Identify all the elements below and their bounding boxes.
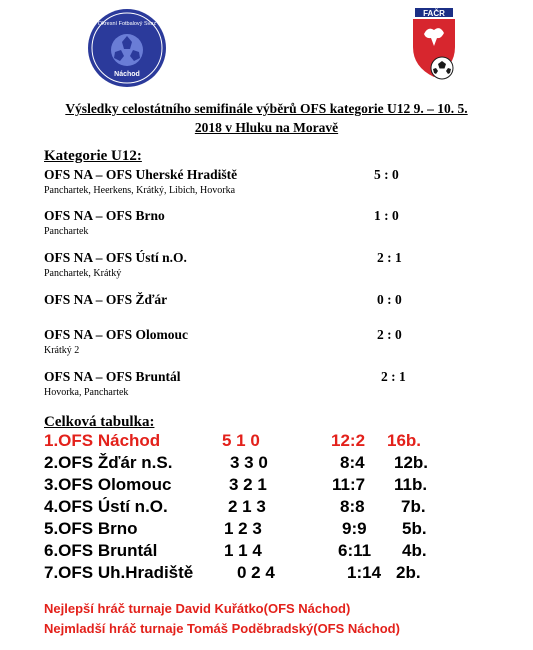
standings-row: [44, 562, 484, 584]
standings-row: [44, 540, 484, 562]
match-result: [44, 166, 484, 197]
standings-goals: 8:8: [340, 497, 365, 516]
standings-points: 4b.: [402, 541, 427, 560]
match-score: 0 : 0: [377, 292, 402, 307]
standings-wdl: 1 1 4: [224, 541, 262, 560]
facr-logo-text: FAČR: [423, 9, 445, 18]
match-result: [44, 326, 484, 357]
match-result: [44, 291, 484, 308]
standings-points: 16b.: [387, 431, 422, 450]
standings-points: 11b.: [394, 475, 428, 494]
standings-wdl: 5 1 0: [222, 431, 260, 450]
standings-wdl: 1 2 3: [224, 519, 262, 538]
standings-row: [44, 430, 484, 452]
match-scorers: Panchartek, Krátký: [44, 268, 122, 279]
youngest-player-note: Nejmladší hráč turnaje Tomáš Poděbradský(OFS Náchod): [44, 621, 400, 636]
match-teams: OFS NA – OFS Ústí n.O.: [44, 250, 187, 265]
match-result: [44, 249, 484, 280]
best-player-note: Nejlepší hráč turnaje David Kuřátko(OFS Náchod): [44, 601, 351, 616]
standings-goals: 1:14: [347, 563, 382, 582]
standings-row: [44, 474, 484, 496]
match-teams: OFS NA – OFS Uherské Hradiště: [44, 167, 238, 182]
standings-team: 5.OFS Brno: [44, 519, 138, 538]
match-teams: OFS NA – OFS Olomouc: [44, 327, 189, 342]
standings-points: 2b.: [396, 563, 421, 582]
match-score: 2 : 1: [381, 369, 406, 384]
standings-wdl: 2 1 3: [228, 497, 266, 516]
standings-points: 12b.: [394, 453, 429, 472]
standings-goals: 8:4: [340, 453, 365, 472]
standings-wdl: 3 3 0: [230, 453, 268, 472]
logo-left-top-text: Okresní Fotbalový Svaz: [97, 21, 157, 27]
standings-team: 3.OFS Olomouc: [44, 475, 172, 494]
category-title: Kategorie U12:: [44, 148, 142, 164]
facr-logo: [409, 8, 459, 84]
standings-team: 2.OFS Žďár n.S.: [44, 453, 173, 472]
standings-team: 7.OFS Uh.Hradiště: [44, 563, 194, 582]
match-result: [44, 207, 484, 238]
standings-row: [44, 518, 484, 540]
match-score: 1 : 0: [374, 208, 399, 223]
match-score: 2 : 1: [377, 250, 402, 265]
match-scorers: Krátký 2: [44, 345, 80, 356]
standings-points: 5b.: [402, 519, 427, 538]
match-result: [44, 368, 484, 399]
document-heading-line1: Výsledky celostátního semifinále výběrů OFS kategorie U12 9. – 10. 5.: [65, 101, 468, 116]
standings-goals: 6:11: [338, 541, 372, 560]
standings-team: 1.OFS Náchod: [44, 431, 161, 450]
standings-goals: 11:7: [332, 475, 366, 494]
standings-wdl: 3 2 1: [229, 475, 267, 494]
standings-title: Celková tabulka:: [44, 414, 155, 430]
document-heading-line2: 2018 v Hluku na Moravě: [194, 120, 339, 135]
match-scorers: Panchartek: [44, 226, 89, 237]
match-teams: OFS NA – OFS Bruntál: [44, 369, 181, 384]
match-score: 5 : 0: [374, 167, 399, 182]
standings-wdl: 0 2 4: [237, 563, 275, 582]
logo-left-bottom-text: Náchod: [114, 71, 140, 78]
standings-goals: 9:9: [342, 519, 367, 538]
standings-row: [44, 452, 484, 474]
standings-points: 7b.: [401, 497, 426, 516]
standings-team: 6.OFS Bruntál: [44, 541, 158, 560]
ofs-nachod-logo: [87, 8, 167, 88]
standings-goals: 12:2: [331, 431, 366, 450]
match-teams: OFS NA – OFS Brno: [44, 208, 165, 223]
standings-team: 4.OFS Ústí n.O.: [44, 497, 168, 516]
match-teams: OFS NA – OFS Žďár: [44, 292, 168, 307]
standings-row: [44, 496, 484, 518]
match-score: 2 : 0: [377, 327, 402, 342]
match-scorers: Hovorka, Panchartek: [44, 387, 129, 398]
match-scorers: Panchartek, Heerkens, Krátký, Libich, Hovorka: [44, 185, 236, 196]
